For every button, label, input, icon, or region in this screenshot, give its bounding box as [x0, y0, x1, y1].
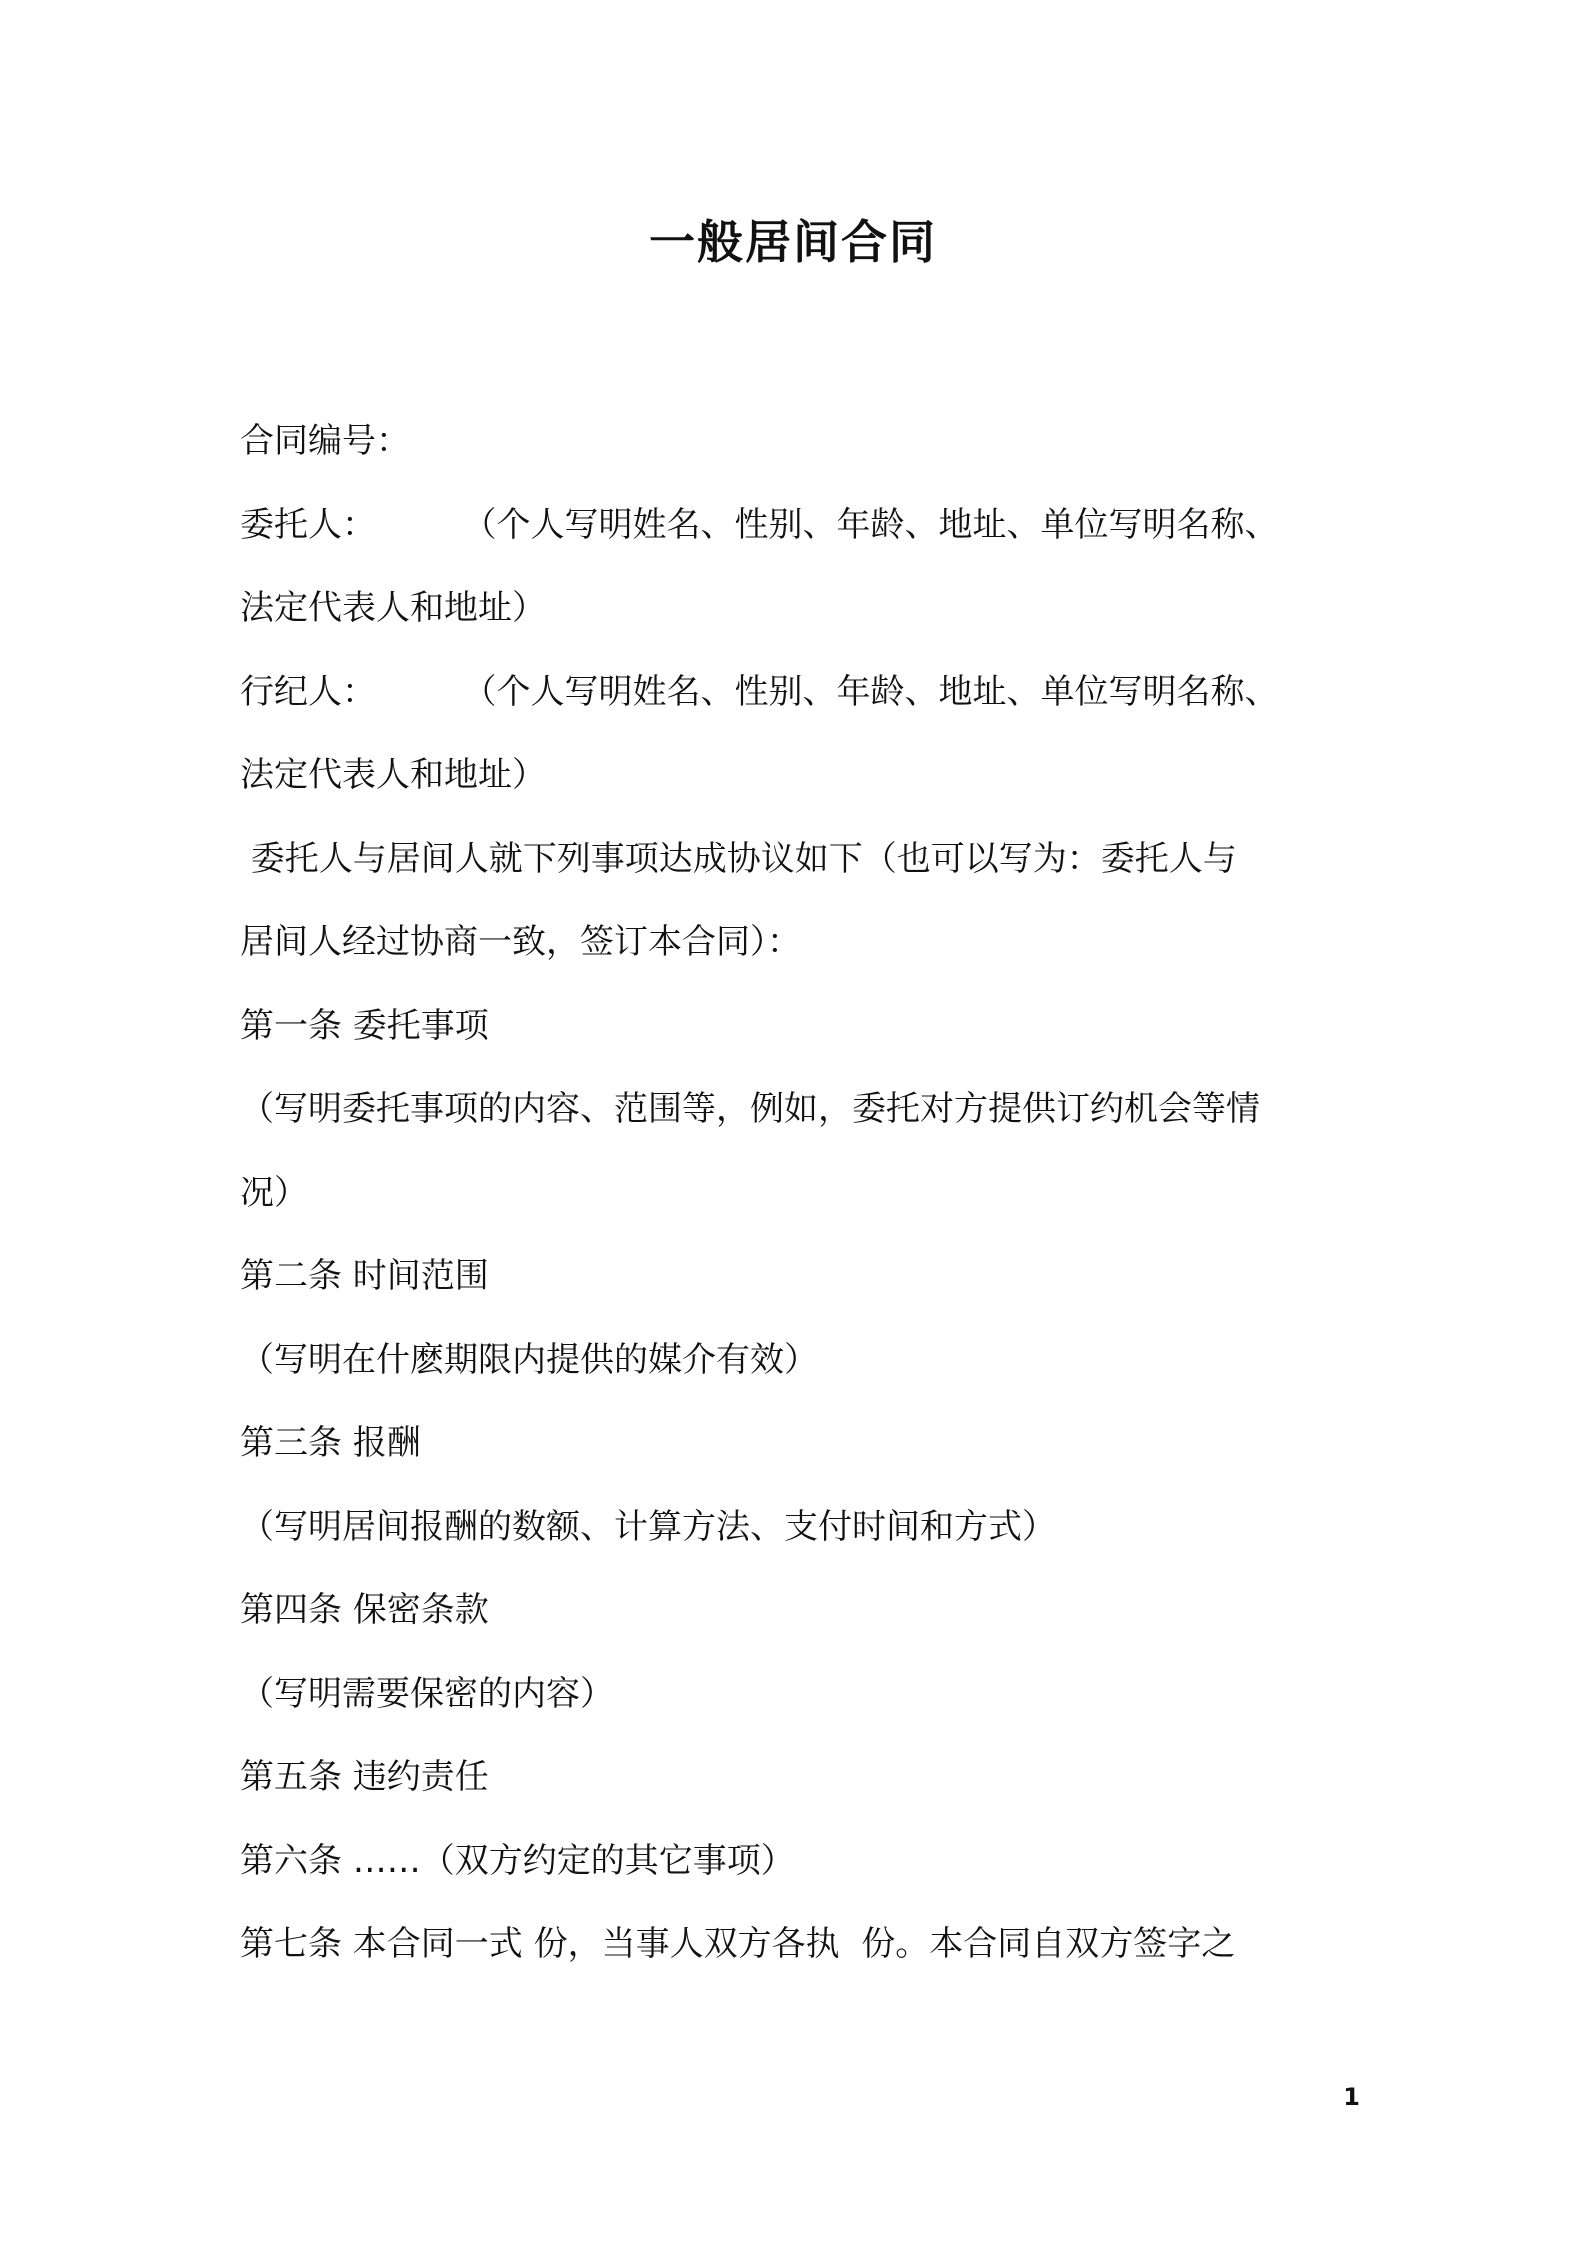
- agreement-intro-line: 委托人与居间人就下列事项达成协议如下（也可以写为：委托人与: [240, 838, 1237, 879]
- article-1-note-cont: 况）: [240, 1172, 308, 1213]
- article-4-heading: 第四条 保密条款: [240, 1590, 489, 1630]
- article-3-heading: 第三条 报酬: [240, 1423, 421, 1463]
- article-2-note: （写明在什麽期限内提供的媒介有效）: [240, 1339, 818, 1380]
- contract-number-line: 合同编号：: [240, 421, 410, 461]
- agreement-intro-line-cont: 居间人经过协商一致，签订本合同）：: [240, 922, 801, 962]
- broker-line-cont: 法定代表人和地址）: [240, 755, 546, 795]
- page-number: 1: [1343, 2083, 1360, 2111]
- principal-line-cont: 法定代表人和地址）: [240, 588, 546, 628]
- article-2-heading: 第二条 时间范围: [240, 1256, 489, 1296]
- article-3-note: （写明居间报酬的数额、计算方法、支付时间和方式）: [240, 1506, 1056, 1547]
- article-4-note: （写明需要保密的内容）: [240, 1673, 614, 1714]
- principal-line: 委托人： （个人写明姓名、性别、年龄、地址、单位写明名称、: [240, 504, 1279, 545]
- article-7-line: 第七条 本合同一式 份，当事人双方各执 份。本合同自双方签字之: [240, 1924, 1236, 1964]
- article-1-heading: 第一条 委托事项: [240, 1005, 489, 1046]
- article-5-heading: 第五条 违约责任: [240, 1757, 489, 1797]
- article-6-heading: 第六条 ……（双方约定的其它事项）: [240, 1840, 795, 1881]
- article-1-note: （写明委托事项的内容、范围等，例如，委托对方提供订约机会等情: [240, 1089, 1260, 1129]
- broker-line: 行纪人： （个人写明姓名、性别、年龄、地址、单位写明名称、: [240, 671, 1279, 712]
- document-body: [240, 400, 1360, 1987]
- document-title: 一般居间合同: [649, 215, 937, 269]
